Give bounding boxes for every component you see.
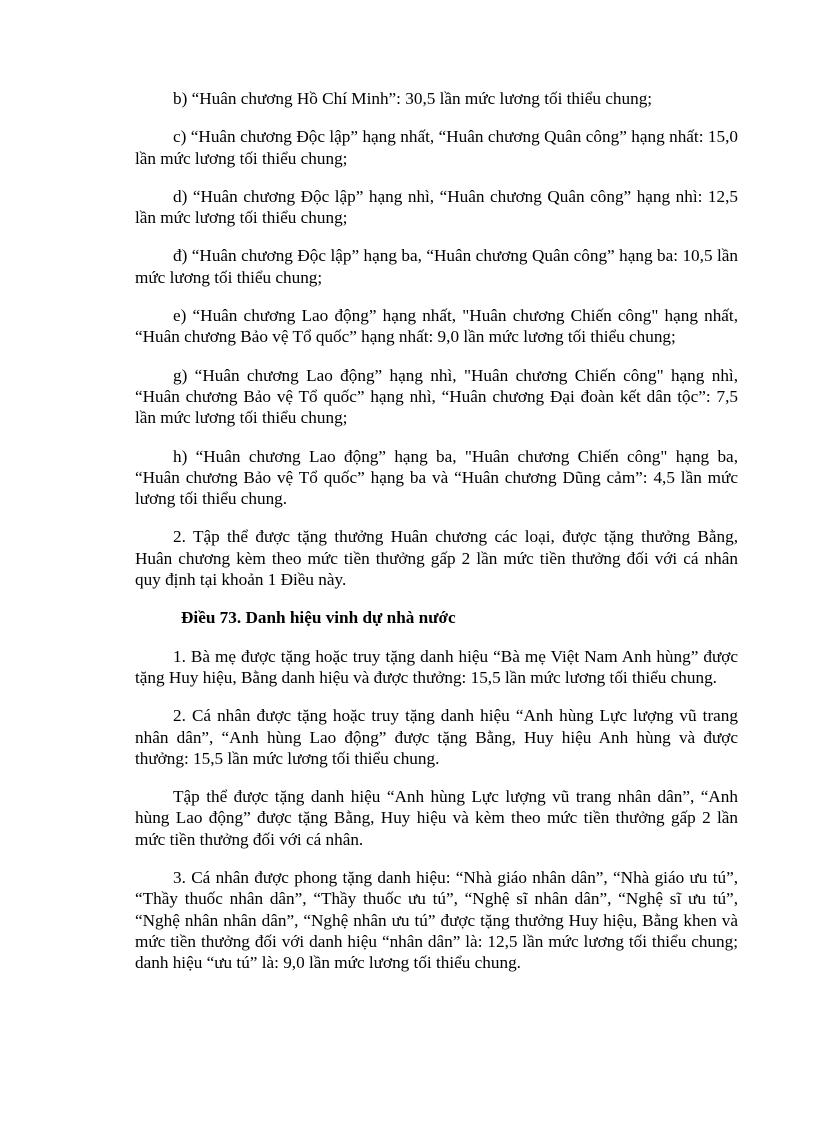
- paragraph-article73-collective: Tập thể được tặng danh hiệu “Anh hùng Lực lượng vũ trang nhân dân”, “Anh hùng Lao động” được tặng Bằng, Huy hiệu và kèm theo mức tiền thưởng gấp 2 lần mức tiền thưởng đối với cá nhân.: [135, 787, 738, 849]
- paragraph-item-g: g) “Huân chương Lao động” hạng nhì, "Huân chương Chiến công" hạng nhì, “Huân chương Bảo vệ Tổ quốc” hạng nhì, “Huân chương Đại đoàn kết dân tộc”: 7,5 lần mức lương tối thiểu chung;: [135, 365, 738, 428]
- paragraph-item-h: h) “Huân chương Lao động” hạng ba, "Huân chương Chiến công" hạng ba, “Huân chương Bảo vệ Tổ quốc” hạng ba và “Huân chương Dũng cảm”: 4,5 lần mức lương tối thiểu chung.: [135, 446, 738, 509]
- paragraph-clause-2: 2. Tập thể được tặng thưởng Huân chương các loại, được tặng thưởng Bằng, Huân chương kèm theo mức tiền thưởng gấp 2 lần mức tiền thưởng đối với cá nhân quy định tại khoản 1 Điều này.: [135, 527, 738, 590]
- paragraph-item-dd: đ) “Huân chương Độc lập” hạng ba, “Huân chương Quân công” hạng ba: 10,5 lần mức lương tối thiểu chung;: [135, 246, 738, 287]
- paragraph-item-d: d) “Huân chương Độc lập” hạng nhì, “Huân chương Quân công” hạng nhì: 12,5 lần mức lương tối thiểu chung;: [135, 186, 738, 228]
- paragraph-article73-clause-2: 2. Cá nhân được tặng hoặc truy tặng danh hiệu “Anh hùng Lực lượng vũ trang nhân dân”, “Anh hùng Lao động” được tặng Bằng, Huy hiệu Anh hùng và được thưởng: 15,5 lần mức lương tối thiểu chung.: [135, 706, 738, 768]
- paragraph-item-b: b) “Huân chương Hồ Chí Minh”: 30,5 lần mức lương tối thiểu chung;: [173, 89, 653, 108]
- document-page: [135, 88, 738, 991]
- paragraph-article73-clause-3: 3. Cá nhân được phong tặng danh hiệu: “Nhà giáo nhân dân”, “Nhà giáo ưu tú”, “Thầy thuốc nhân dân”, “Thầy thuốc ưu tú”, “Nghệ sĩ nhân dân”, “Nghệ sĩ ưu tú”, “Nghệ nhân nhân dân”, “Nghệ nhân ưu tú” được tặng thưởng Huy hiệu, Bằng khen và mức tiền thưởng đối với danh hiệu “nhân dân” là: 12,5 lần mức lương tối thiểu chung; danh hiệu “ưu tú” là: 9,0 lần mức lương tối thiểu chung.: [135, 868, 738, 973]
- paragraph-article73-clause-1: 1. Bà mẹ được tặng hoặc truy tặng danh hiệu “Bà mẹ Việt Nam Anh hùng” được tặng Huy hiệu, Bằng danh hiệu và được thưởng: 15,5 lần mức lương tối thiểu chung.: [135, 646, 738, 687]
- article-heading: Điều 73. Danh hiệu vinh dự nhà nước: [181, 608, 456, 628]
- paragraph-item-e: e) “Huân chương Lao động” hạng nhất, "Huân chương Chiến công" hạng nhất, “Huân chương Bảo vệ Tổ quốc” hạng nhất: 9,0 lần mức lương tối thiểu chung;: [135, 306, 738, 347]
- paragraph-item-c: c) “Huân chương Độc lập” hạng nhất, “Huân chương Quân công” hạng nhất: 15,0 lần mức lương tối thiểu chung;: [135, 127, 738, 168]
